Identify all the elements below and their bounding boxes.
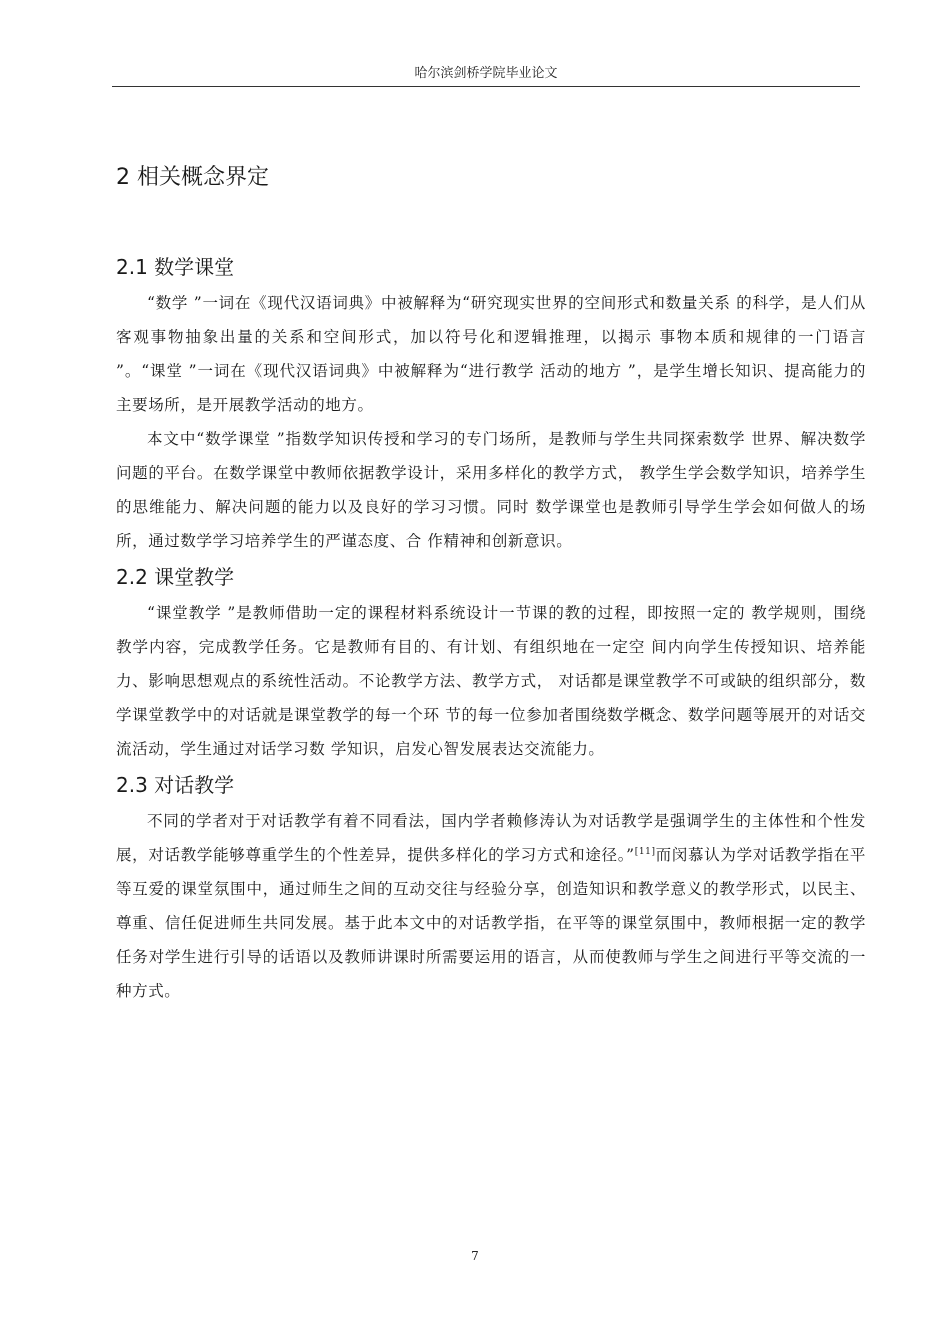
page-number: 7 (471, 1249, 479, 1263)
section-heading-2-1: 2.1 数学课堂 (116, 255, 235, 279)
paragraph-dialogue-teaching (116, 804, 866, 1008)
running-header: 哈尔滨剑桥学院毕业论文 (414, 66, 558, 81)
section-heading-2-3: 2.3 对话教学 (116, 773, 235, 797)
paragraph-text-before-citation: 不同的学者对于对话教学有着不同看法，国内学者赖修涛认为对话教学是强调学生的主体性和个性发展，对话教学能够尊重学生的个性差异，提供多样化的学习方式和途径。” (116, 812, 866, 864)
paragraph-text-after-citation: 而闵慕认为学对话教学指在平等互爱的课堂氛围中，通过师生之间的互动交往与经验分享，创造知识和教学意义的教学形式，以民主、尊重、信任促进师生共同发展。基于此本文中的对话教学指，在平等的课堂氛围中，教师根据一定的教学任务对学生进行引导的话语以及教师讲课时所需要运用的语言，从而使教师与学生之间进行平等交流的一种方式。 (116, 846, 866, 1000)
paragraph-math-classroom-definition: “数学 ”一词在《现代汉语词典》中被解释为“研究现实世界的空间形式和数量关系 的科学，是人们从客观事物抽象出量的关系和空间形式，加以符号化和逻辑推理，以揭示 事物本质和规律的一门语言 ”。“课堂 ”一词在《现代汉语词典》中被解释为“进行教学 活动的地方 ”，是学生增长知识、提高能力的主要场所，是开展教学活动的地方。 (116, 294, 866, 414)
citation-marker[interactable]: [11] (634, 846, 656, 857)
paragraph-math-classroom-scope: 本文中“数学课堂 ”指数学知识传授和学习的专门场所，是教师与学生共同探索数学 世界、解决数学问题的平台。在数学课堂中教师依据教学设计，采用多样化的教学方式， 教学生学会数学知识，培养学生的思维能力、解决问题的能力以及良好的学习习惯。同时 数学课堂也是教师引导学生学会如何做人的场所，通过数学学习培养学生的严谨态度、合 作精神和创新意识。 (116, 430, 866, 550)
paragraph-classroom-teaching: “课堂教学 ”是教师借助一定的课程材料系统设计一节课的教的过程，即按照一定的 教学规则，围绕教学内容，完成教学任务。它是教师有目的、有计划、有组织地在一定空 间内向学生传授知识、培养能力、影响思想观点的系统性活动。不论教学方法、教学方式， 对话都是课堂教学不可或缺的组织部分，数学课堂教学中的对话就是课堂教学的每一个环 节的每一位参加者围绕数学概念、数学问题等展开的对话交流活动，学生通过对话学习数 学知识，启发心智发展表达交流能力。 (116, 604, 866, 758)
spacer (116, 198, 866, 248)
document-body (116, 158, 866, 1008)
section-heading-2-2: 2.2 课堂教学 (116, 565, 235, 589)
header-rule (112, 86, 860, 87)
chapter-heading: 2 相关概念界定 (116, 165, 269, 190)
